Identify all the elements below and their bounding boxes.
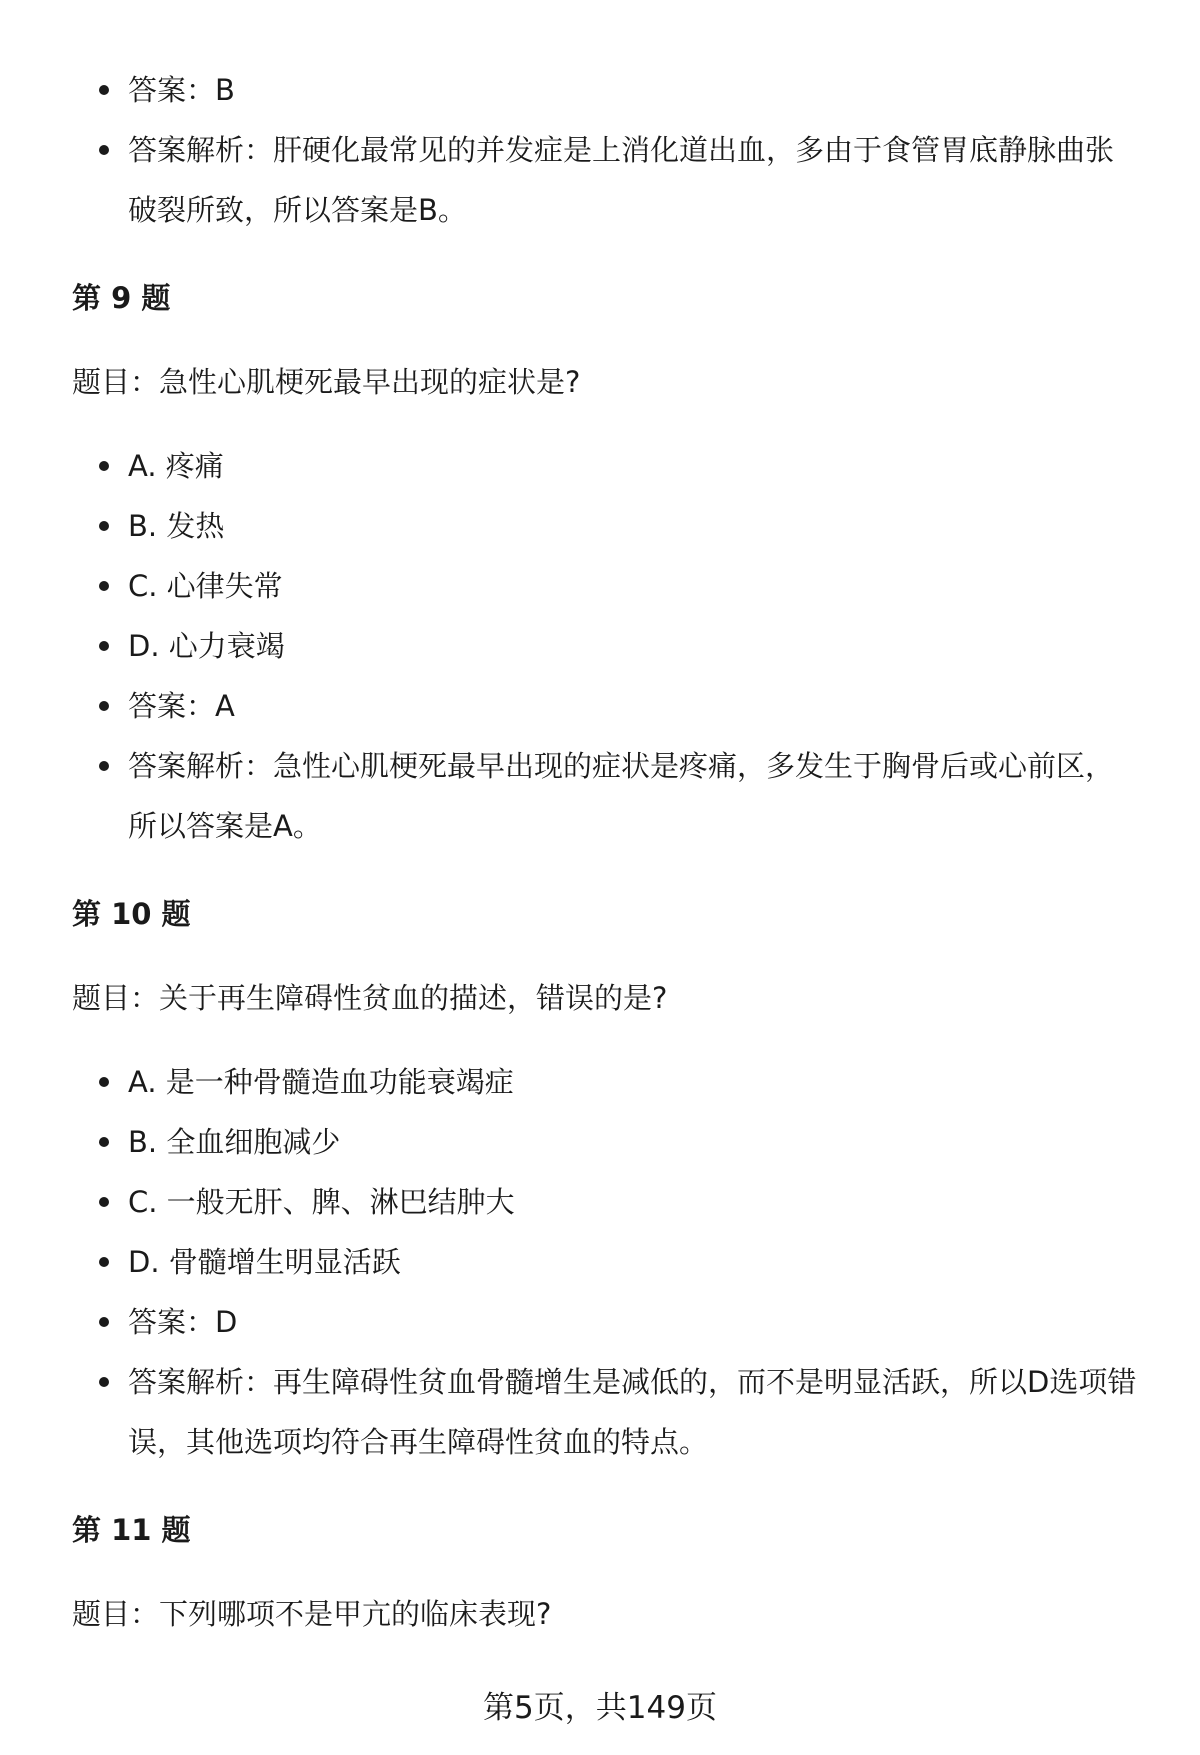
question-stem: 题目：关于再生障碍性贫血的描述，错误的是?: [72, 981, 668, 1015]
question-stem: 题目：急性心肌梗死最早出现的症状是?: [72, 365, 581, 399]
option-d: D. 骨髓增生明显活跃: [128, 1232, 1142, 1292]
question-options-list: [72, 1052, 1142, 1472]
question-stem: 题目：下列哪项不是甲亢的临床表现?: [72, 1597, 552, 1631]
option-c: C. 一般无肝、脾、淋巴结肿大: [128, 1172, 1142, 1232]
option-b: B. 全血细胞减少: [128, 1112, 1142, 1172]
page-number: 第5页，共149页: [483, 1690, 717, 1726]
answer-line: 答案：A: [128, 676, 1142, 736]
option-b: B. 发热: [128, 496, 1142, 556]
question-heading: 第 10 题: [72, 897, 191, 931]
answer-explanation: 答案解析：急性心肌梗死最早出现的症状是疼痛，多发生于胸骨后或心前区，所以答案是A。: [128, 736, 1142, 856]
answer-explanation: 答案解析：肝硬化最常见的并发症是上消化道出血，多由于食管胃底静脉曲张破裂所致，所以答案是B。: [128, 120, 1142, 240]
document-page: [72, 60, 1142, 1668]
option-a: A. 疼痛: [128, 436, 1142, 496]
question-heading: 第 9 题: [72, 281, 171, 315]
answer-explanation: 答案解析：再生障碍性贫血骨髓增生是减低的，而不是明显活跃，所以D选项错误，其他选项均符合再生障碍性贫血的特点。: [128, 1352, 1142, 1472]
option-c: C. 心律失常: [128, 556, 1142, 616]
answer-line: 答案：B: [128, 60, 1142, 120]
option-a: A. 是一种骨髓造血功能衰竭症: [128, 1052, 1142, 1112]
answer-line: 答案：D: [128, 1292, 1142, 1352]
prev-question-answer-list: [72, 60, 1142, 240]
option-d: D. 心力衰竭: [128, 616, 1142, 676]
question-options-list: [72, 436, 1142, 856]
question-heading: 第 11 题: [72, 1513, 191, 1547]
